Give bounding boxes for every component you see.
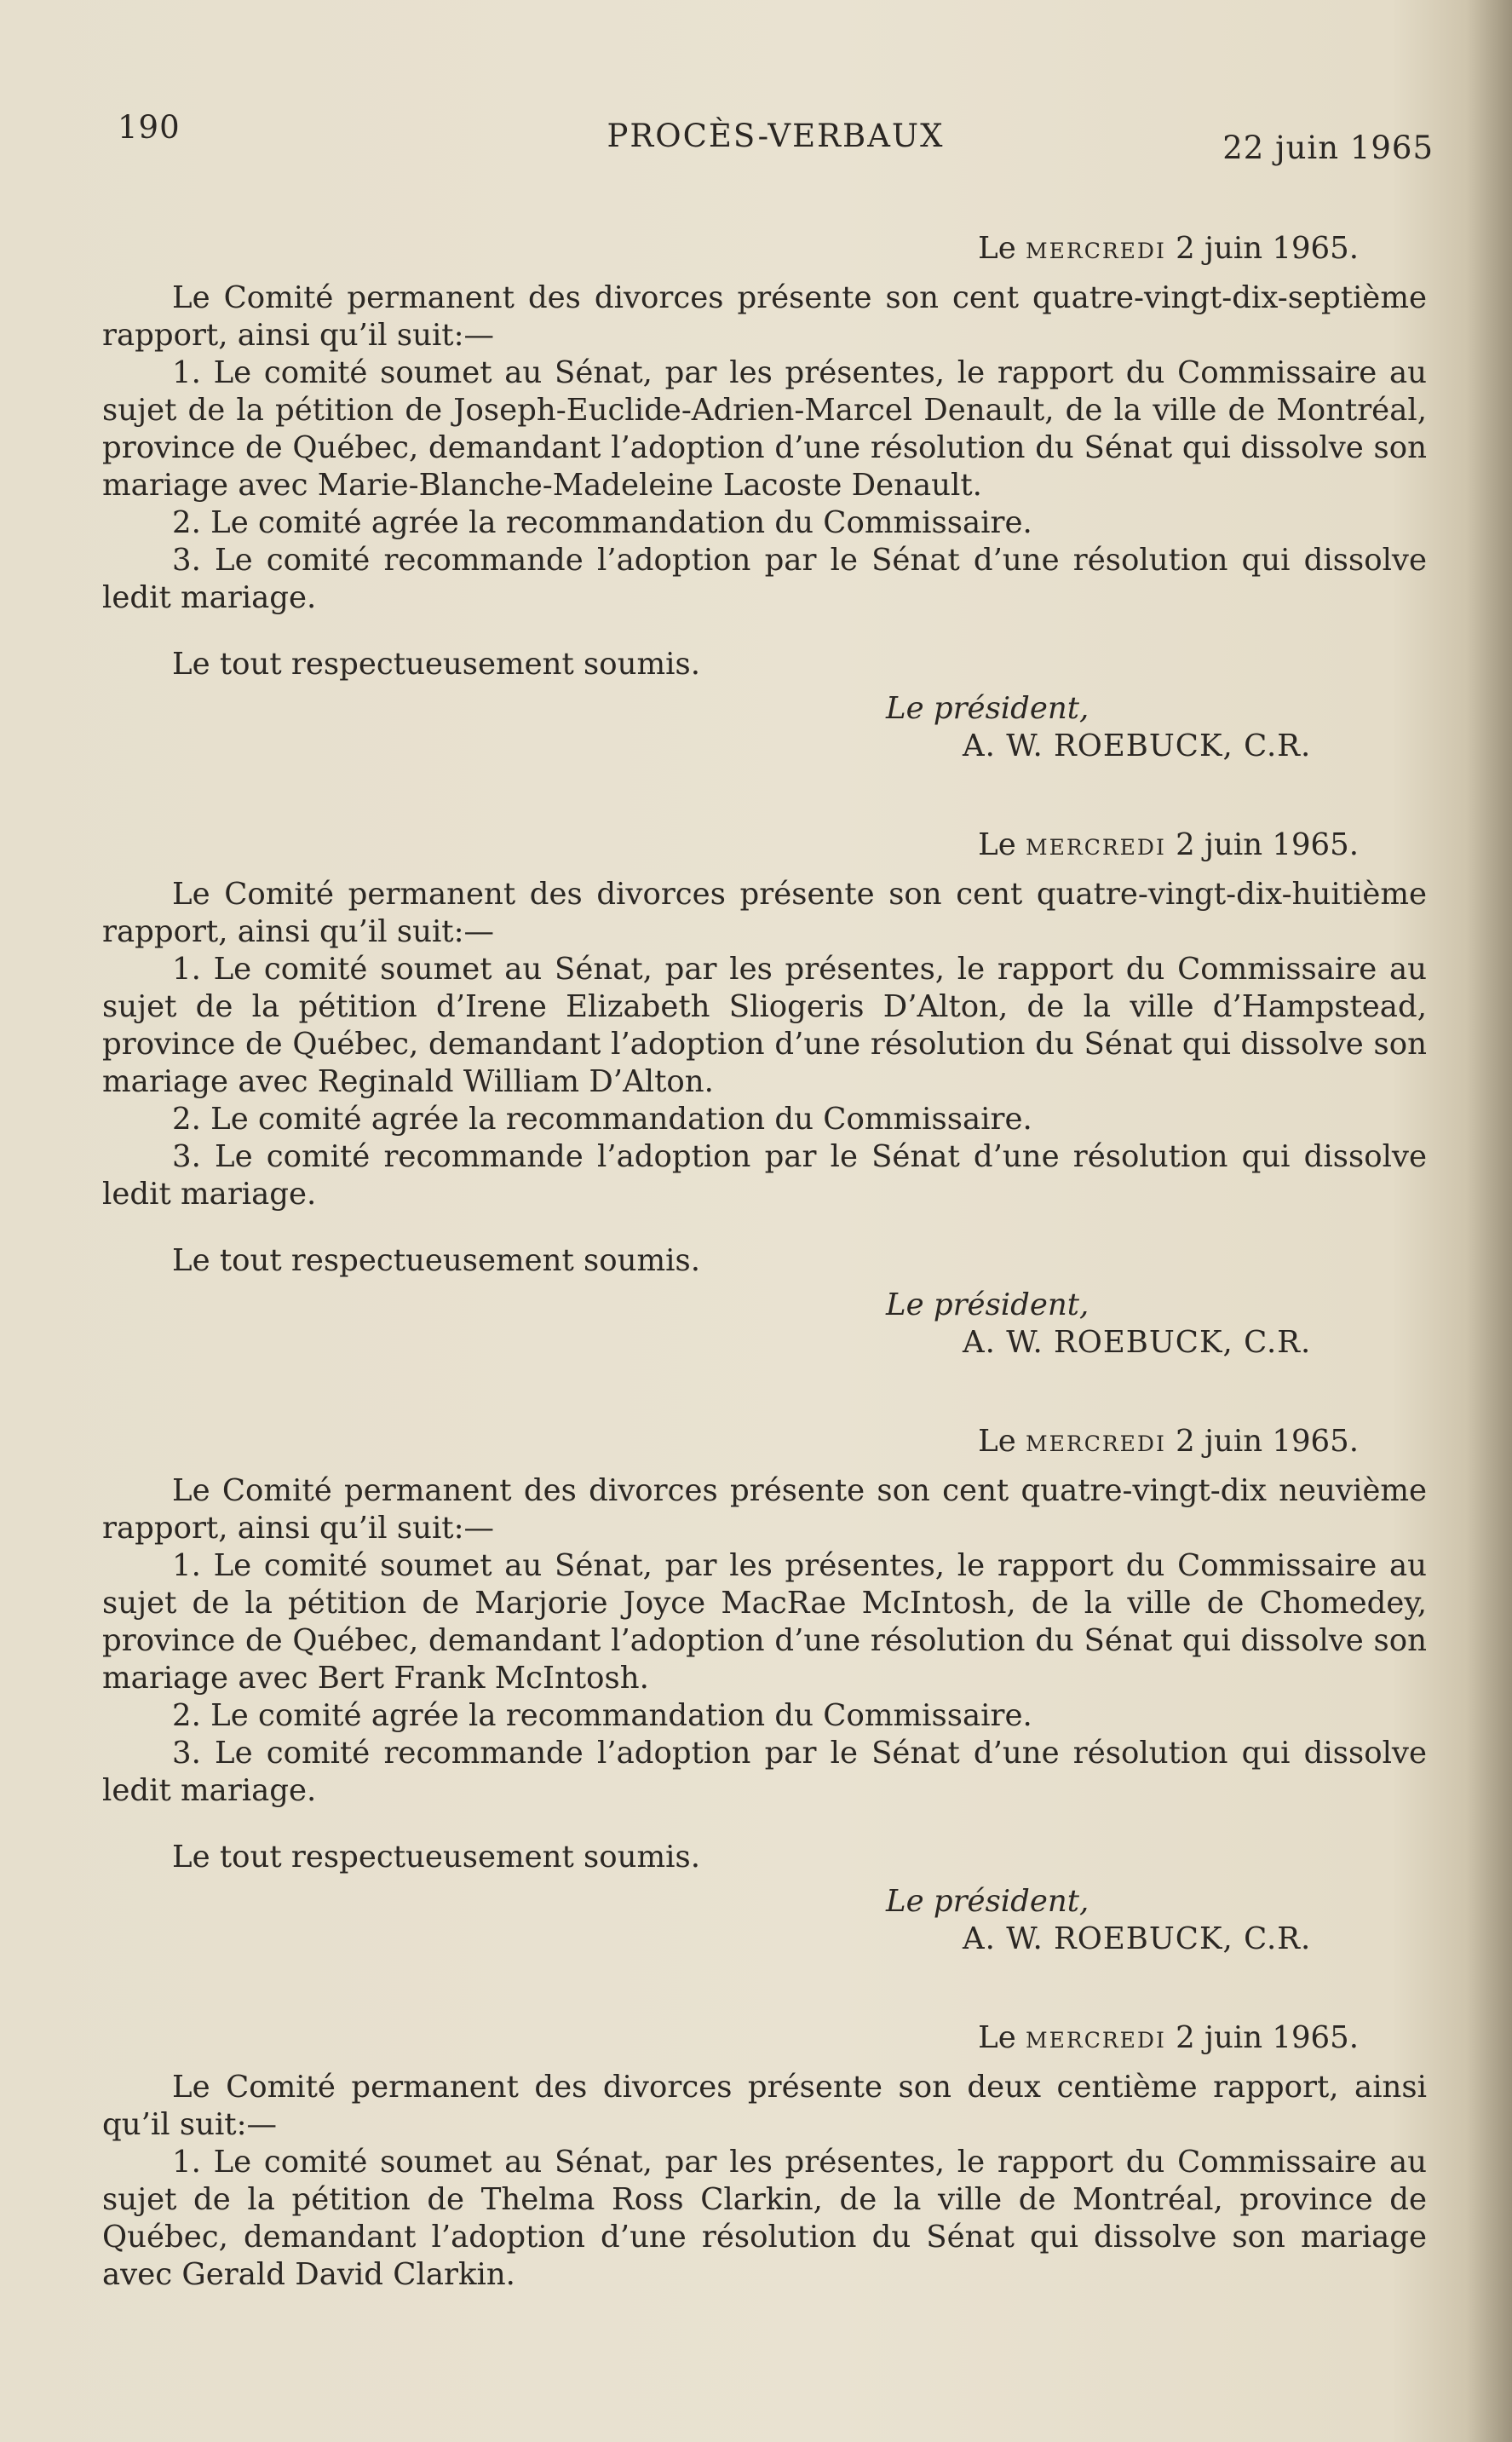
header-date: 22 juin 1965 [1222, 130, 1434, 166]
page-header [118, 109, 1434, 166]
report-date [102, 826, 1427, 864]
report-closing: Le tout respectueusement soumis. [172, 1243, 701, 1278]
report-item-2: 2. Le comité agrée la recommandation du Commissaire. [172, 505, 1032, 540]
report-197 [102, 230, 1427, 765]
date-day: mercredi [1026, 231, 1166, 266]
report-item-3: 3. Le comité recommande l’adoption par le Sénat d’une résolution qui dissolve ledit mariage. [102, 1736, 1427, 1808]
report-item-3: 3. Le comité recommande l’adoption par le Sénat d’une résolution qui dissolve ledit mariage. [102, 543, 1427, 615]
report-item-1: 1. Le comité soumet au Sénat, par les présentes, le rapport du Commissaire au sujet de la pétition de Marjorie Joyce MacRae McIntosh, de la ville de Chomedey, province de Québec, demandant l’adoption d’une résolution du Sénat qui dissolve son mariage avec Bert Frank McIntosh. [102, 1548, 1427, 1696]
signature-title: Le président, [886, 1287, 1089, 1322]
report-closing: Le tout respectueusement soumis. [172, 647, 701, 682]
report-item-1: 1. Le comité soumet au Sénat, par les présentes, le rapport du Commissaire au sujet de la pétition de Joseph-Euclide-Adrien-Marcel Denault, de la ville de Montréal, province de Québec, demandant l’adoption d’une résolution du Sénat qui dissolve son mariage avec Marie-Blanche-Madeleine Lacoste Denault. [102, 355, 1427, 503]
date-rest: 2 juin 1965. [1176, 827, 1359, 862]
date-day: mercredi [1026, 1424, 1166, 1459]
signature-name: A. W. ROEBUCK, C.R. [963, 729, 1312, 763]
report-item-2: 2. Le comité agrée la recommandation du Commissaire. [172, 1102, 1032, 1137]
date-prefix: Le [978, 231, 1016, 266]
signature-name: A. W. ROEBUCK, C.R. [963, 1921, 1312, 1956]
report-item-1: 1. Le comité soumet au Sénat, par les présentes, le rapport du Commissaire au sujet de la pétition d’Irene Elizabeth Sliogeris D’Alton, de la ville d’Hampstead, province de Québec, demandant l’adoption d’une résolution du Sénat qui dissolve son mariage avec Reginald William D’Alton. [102, 952, 1427, 1099]
report-intro: Le Comité permanent des divorces présente son cent quatre-vingt-dix-septième rapport, ainsi qu’il suit:— [102, 280, 1427, 353]
signature-block [886, 1883, 1427, 1958]
signature-title: Le président, [886, 1884, 1089, 1919]
signature-title: Le président, [886, 691, 1089, 726]
report-199 [102, 1423, 1427, 1958]
signature-name: A. W. ROEBUCK, C.R. [963, 1325, 1312, 1360]
running-title: PROCÈS-VERBAUX [607, 118, 945, 154]
report-item-2: 2. Le comité agrée la recommandation du Commissaire. [172, 1698, 1032, 1733]
report-date [102, 230, 1427, 268]
date-rest: 2 juin 1965. [1176, 1424, 1359, 1459]
date-day: mercredi [1026, 827, 1166, 862]
report-closing: Le tout respectueusement soumis. [172, 1840, 701, 1875]
page-content [102, 230, 1427, 2355]
date-prefix: Le [978, 2020, 1016, 2055]
date-prefix: Le [978, 1424, 1016, 1459]
signature-block [886, 1287, 1427, 1362]
page-number: 190 [118, 109, 181, 146]
date-rest: 2 juin 1965. [1176, 2020, 1359, 2055]
date-day: mercredi [1026, 2020, 1166, 2055]
report-item-1: 1. Le comité soumet au Sénat, par les présentes, le rapport du Commissaire au sujet de la pétition de Thelma Ross Clarkin, de la ville de Montréal, province de Québec, demandant l’adoption d’une résolution du Sénat qui dissolve son mariage avec Gerald David Clarkin. [102, 2145, 1427, 2292]
report-198 [102, 826, 1427, 1362]
report-date [102, 1423, 1427, 1460]
report-intro: Le Comité permanent des divorces présente son deux centième rapport, ainsi qu’il suit:— [102, 2070, 1427, 2142]
report-intro: Le Comité permanent des divorces présente son cent quatre-vingt-dix-huitième rapport, ainsi qu’il suit:— [102, 877, 1427, 949]
date-rest: 2 juin 1965. [1176, 231, 1359, 266]
report-item-3: 3. Le comité recommande l’adoption par le Sénat d’une résolution qui dissolve ledit mariage. [102, 1139, 1427, 1212]
report-date [102, 2019, 1427, 2057]
report-200 [102, 2019, 1427, 2294]
signature-block [886, 690, 1427, 765]
report-intro: Le Comité permanent des divorces présente son cent quatre-vingt-dix neuvième rapport, ainsi qu’il suit:— [102, 1473, 1427, 1546]
date-prefix: Le [978, 827, 1016, 862]
